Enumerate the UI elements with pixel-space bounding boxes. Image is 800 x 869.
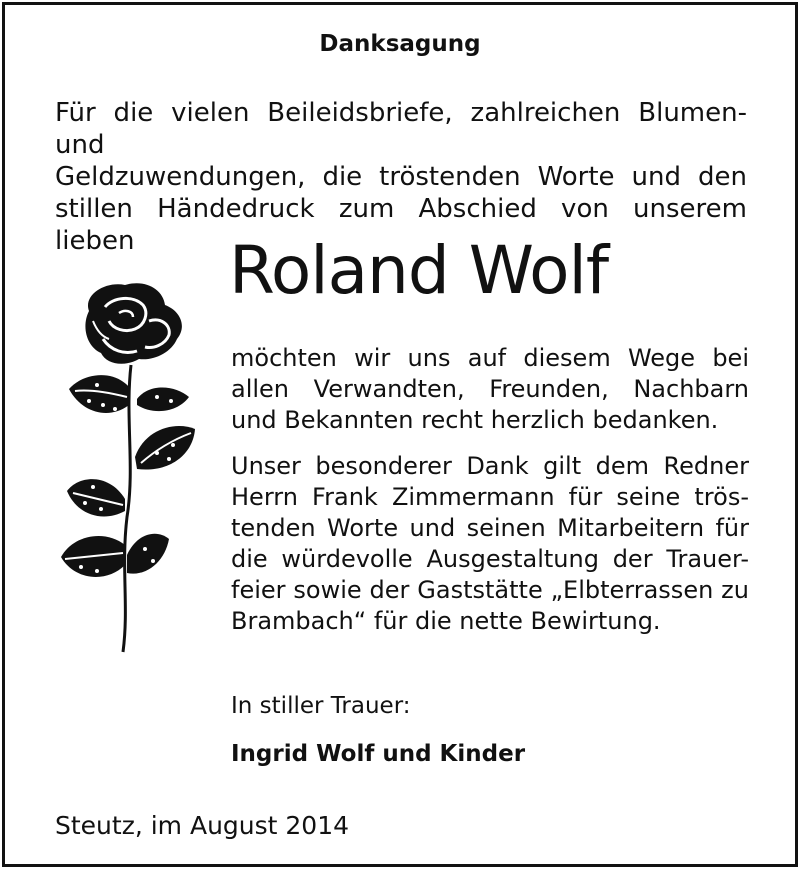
thanks-line-2: allen Verwandten, Freunden, Nachbarn xyxy=(231,375,749,403)
special-line-1: Unser besonderer Dank gilt dem Redner xyxy=(231,452,749,480)
special-line-6: Brambach“ für die nette Bewirtung. xyxy=(231,607,661,635)
place-date: Steutz, im August 2014 xyxy=(55,811,350,840)
obituary-notice xyxy=(2,2,798,867)
intro-line-2: Geldzuwendungen, die tröstenden Worte und den xyxy=(55,162,747,192)
deceased-name: Roland Wolf xyxy=(229,232,609,309)
notice-heading: Danksagung xyxy=(319,31,481,57)
special-line-2: Herrn Frank Zimmermann für seine trös- xyxy=(231,483,749,511)
thanks-line-1: möchten wir uns auf diesem Wege bei xyxy=(231,344,749,372)
thanks-paragraph xyxy=(231,343,749,436)
signer-name: Ingrid Wolf und Kinder xyxy=(231,741,526,767)
rose-icon xyxy=(53,277,203,657)
special-thanks-paragraph xyxy=(231,451,749,637)
intro-line-1: Für die vielen Beileidsbriefe, zahlreichen Blumen- und xyxy=(55,98,747,160)
special-line-5: feier sowie der Gaststätte „Elbterrassen zu xyxy=(231,576,749,604)
special-line-3: tenden Worte und seinen Mitarbeitern für xyxy=(231,514,749,542)
mourning-line: In stiller Trauer: xyxy=(231,693,411,719)
intro-line-3: stillen Händedruck zum Abschied von unserem lieben xyxy=(55,194,747,256)
special-line-4: die würdevolle Ausgestaltung der Trauer- xyxy=(231,545,749,573)
thanks-line-3: und Bekannten recht herzlich bedanken. xyxy=(231,406,719,434)
